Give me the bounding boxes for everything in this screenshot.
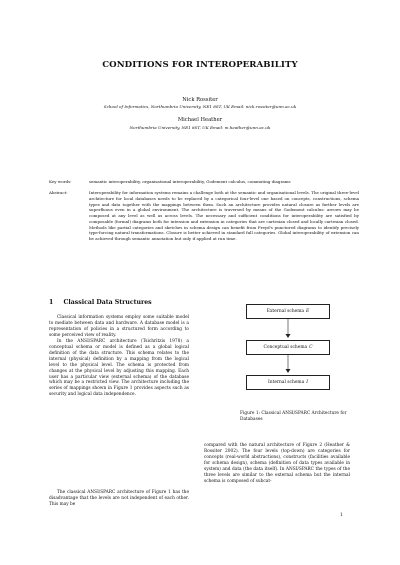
arrowhead-down-icon <box>286 334 291 338</box>
box-symbol: I <box>306 380 308 385</box>
author-affiliation-2: Northumbria University, NE1 8ST, UK Email: m.heather@unn.ac.uk <box>129 125 271 130</box>
author-name-1: Nick Rossiter <box>182 97 218 103</box>
box-symbol: E <box>306 309 310 314</box>
section-heading <box>49 299 152 306</box>
section-title: Classical Data Structures <box>63 299 152 306</box>
figure-1-diagram <box>240 298 340 413</box>
arrowhead-down-icon <box>286 369 291 373</box>
external-schema-box <box>246 304 330 319</box>
keywords-label: Key words: <box>49 179 72 184</box>
box-label: Internal schema <box>268 380 305 385</box>
box-label: External schema <box>266 309 305 314</box>
box-label: Conceptual schema <box>263 345 308 350</box>
box-symbol: C <box>309 345 313 350</box>
conceptual-schema-box <box>246 340 330 355</box>
abstract-text: Interoperability for information systems remains a challenge both at the semantic and organisational levels. The original three-level architecture for local databases needs to be replaced by a categorical four-level one based on concepts, constructions, schema types and data together with the mappings between them. Such an architecture provides natural closure as further levels are superfluous even in a global environment. The architecture is traversed by means of the Godement calculus: arrows may be composed at any level as well as across levels. The necessary and sufficient conditions for interoperability are satisfied by composable (formal) diagrams both for intension and extension in categories that are cartesian closed and locally cartesian closed. Methods like partial categories and sketches in schema design can benefit from Freyd's punctured diagrams to identify precisely type-forcing natural transformations. Closure is better achieved in standard full categories. Global interoperability of extension can be achieved through semantic annotation but only if applied at run time. <box>89 190 359 241</box>
abstract-label: Abstract: <box>49 190 68 195</box>
body-paragraph: Classical information systems employ some suitable model to mediate between data and hardware. A database model is a representation of policies in a structured form according to some perceived view of reality. <box>49 315 189 338</box>
author-name-2: Michael Heather <box>177 117 223 123</box>
keywords-text: semantic interoperability, organisational interoperability, Godement calculus, commuting diagrams <box>89 179 291 184</box>
figure-caption: Figure 1: Classical ANSI/SPARC Architecture for Databases <box>240 411 347 422</box>
section-number: 1 <box>49 299 54 306</box>
column-left-body <box>49 315 189 398</box>
paper-title: CONDITIONS FOR INTEROPERABILITY <box>102 60 298 70</box>
internal-schema-box <box>246 375 330 390</box>
body-paragraph: In the ANSI/SPARC architecture (Tsichritzis 1978) a conceptual schema or model is defined as a global logical definition of the data structure. This schema relates to the internal (physical) definition by a mapping from the logical level to the physical level. The schema is protected from changes at the physical level by adjusting this mapping. Each user has a particular view (external schema) of the database which may be a restricted view. The architecture including the series of mappings shown in Figure 1 provides aspects such as security and logical data independence. <box>49 338 189 398</box>
body-paragraph: The classical ANSI/SPARC architecture of Figure 1 has the disadvantage that the levels are not independent of each other. This may be <box>49 490 189 507</box>
column-right-body: compared with the natural architecture of Figure 2 (Heather & Rossiter 2002). The four levels (top-down) are categories for concepts (real-world abstractions), constructs (facilities available for schema design), schema (definition of data types available in system) and data (the data itself). In ANSI/SPARC the types of the three levels are similar to the external schema but the internal schema is composed of subcat- <box>204 443 350 484</box>
page-number: 1 <box>340 513 343 518</box>
author-affiliation-1: School of Informatics, Northumbria University, NE1 8ST, UK Email: nick.rossiter@unn.ac.uk <box>103 104 297 109</box>
